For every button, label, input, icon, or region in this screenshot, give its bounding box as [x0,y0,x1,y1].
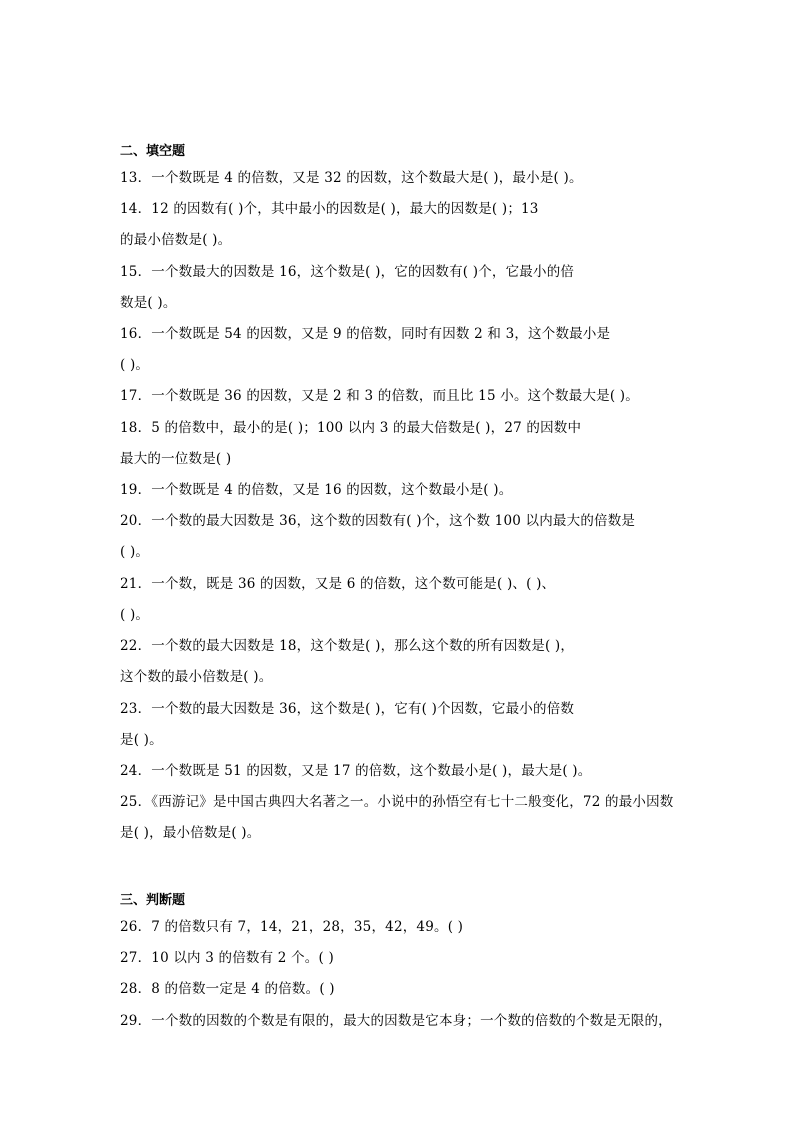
question-line: 19．一个数既是 4 的倍数，又是 16 的因数，这个数最小是( )。 [120,482,513,498]
question-line: 是( )。 [120,732,163,748]
section-heading-fill-in: 二、填空题 [120,144,186,159]
question-line: 21．一个数，既是 36 的因数，又是 6 的倍数，这个数可能是( )、( )、 [120,576,556,592]
question-line: 25．《西游记》是中国古典四大名著之一。小说中的孙悟空有七十二般变化，72 的最小因数 [120,794,674,810]
question-line: 29．一个数的因数的个数是有限的，最大的因数是它本身；一个数的倍数的个数是无限的， [120,1013,672,1029]
question-line: 28．8 的倍数一定是 4 的倍数。( ) [120,981,335,997]
question-line: 17．一个数既是 36 的因数，又是 2 和 3 的倍数，而且比 15 小。这个数最大是( )。 [120,388,639,404]
question-line: ( )。 [120,357,150,373]
question-line: ( )。 [120,607,150,623]
question-line: 这个数的最小倍数是( )。 [120,669,273,685]
question-line: 是( )，最小倍数是( )。 [120,825,261,841]
question-line: 27．10 以内 3 的倍数有 2 个。( ) [120,950,334,966]
question-line: 20．一个数的最大因数是 36，这个数的因数有( )个，这个数 100 以内最大的倍数是 [120,513,636,529]
question-line: 的最小倍数是( )。 [120,232,232,248]
question-line: 15．一个数最大的因数是 16，这个数是( )，它的因数有( )个，它最小的倍 [120,264,575,280]
question-line: 13．一个数既是 4 的倍数，又是 32 的因数，这个数最大是( )，最小是( )。 [120,170,583,186]
question-line: ( )。 [120,544,150,560]
question-line: 14．12 的因数有( )个，其中最小的因数是( )，最大的因数是( )；13 [120,201,539,217]
question-line: 18．5 的倍数中，最小的是( )；100 以内 3 的最大倍数是( )，27 的因数中 [120,420,582,436]
question-line: 26．7 的倍数只有 7，14，21，28，35，42，49。( ) [120,919,464,935]
section-heading-true-false: 三、判断题 [120,893,186,908]
question-line: 23．一个数的最大因数是 36，这个数是( )，它有( )个因数，它最小的倍数 [120,701,575,717]
question-line: 16．一个数既是 54 的因数，又是 9 的倍数，同时有因数 2 和 3，这个数最小是 [120,326,611,342]
question-line: 24．一个数既是 51 的因数，又是 17 的倍数，这个数最小是( )，最大是( )。 [120,763,592,779]
question-line: 最大的一位数是( ) [120,451,232,467]
question-line: 数是( )。 [120,295,177,311]
question-line: 22．一个数的最大因数是 18，这个数是( )，那么这个数的所有因数是( )， [120,638,575,654]
